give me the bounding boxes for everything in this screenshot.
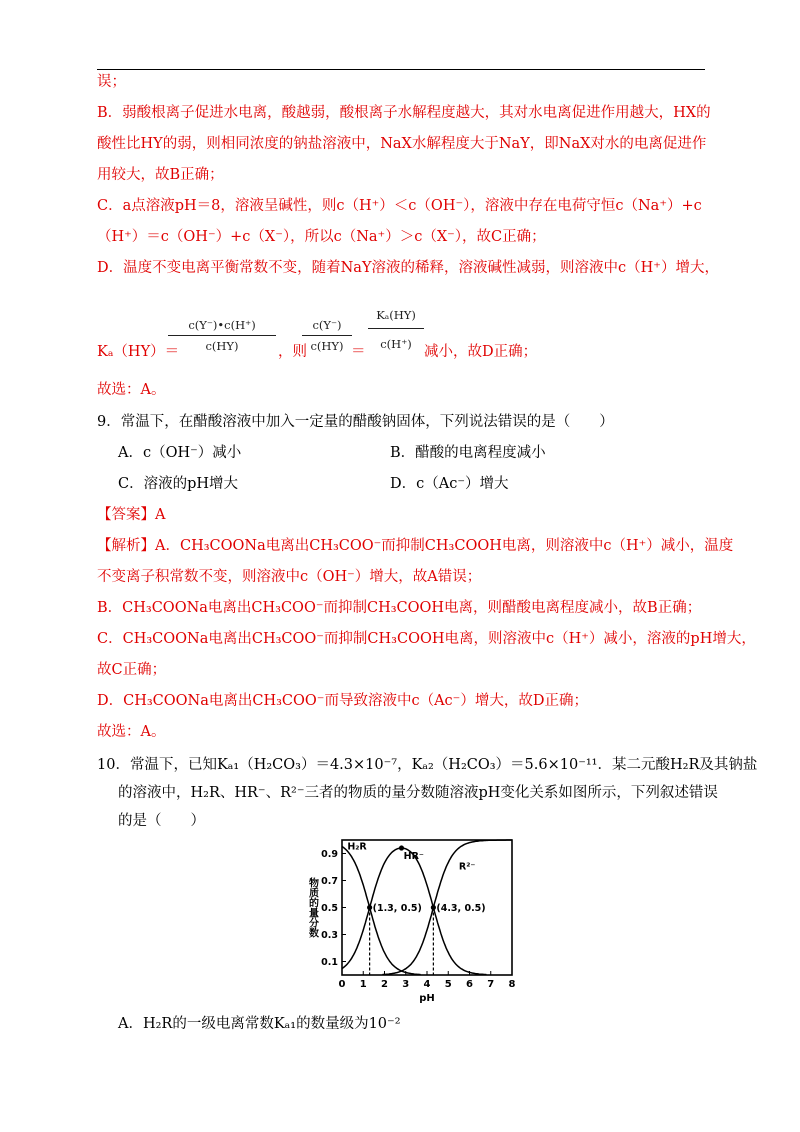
text-line: 故选：A。 <box>97 382 166 398</box>
x-tick-label: 8 <box>508 979 516 990</box>
option-d: D．c（Ac⁻）增大 <box>390 476 509 492</box>
header-rule <box>97 69 705 70</box>
series-label: R²⁻ <box>458 861 476 873</box>
x-tick-label: 7 <box>487 979 495 990</box>
explanation-line: B．CH₃COONa电离出CH₃COO⁻而抑制CH₃COOH电离，则醋酸电离程度减小，故B正确； <box>97 600 702 616</box>
text-line: 误； <box>97 74 126 90</box>
x-tick-label: 3 <box>402 979 410 990</box>
x-tick-label: 4 <box>423 979 431 990</box>
text-line: （H⁺）＝c（OH⁻）+c（X⁻），所以c（Na⁺）＞c（X⁻），故C正确； <box>97 229 546 245</box>
fraction-bar <box>302 335 352 336</box>
question-10-line: 的是（ ） <box>118 813 205 829</box>
fraction-bar <box>168 335 276 336</box>
series-label: H₂R <box>347 841 367 853</box>
y-axis-label: 物质的量分数 <box>306 877 318 938</box>
option-a: A．H₂R的一级电离常数Kₐ₁的数量级为10⁻² <box>118 1016 401 1032</box>
answer-label: 【答案】A <box>97 507 166 523</box>
point-annotation: (4.3, 0.5) <box>436 903 486 914</box>
x-axis-label: pH <box>419 993 435 1004</box>
distribution-chart <box>300 832 540 1012</box>
fraction-bar <box>368 328 424 329</box>
series-label: HR⁻ <box>403 850 424 862</box>
fraction-denominator: c(H⁺) <box>380 337 412 351</box>
equals-sign: ＝ <box>351 344 366 360</box>
x-tick-label: 0 <box>338 979 346 990</box>
x-tick-label: 6 <box>466 979 473 990</box>
text-line: B．弱酸根离子促进水电离，酸越弱，酸根离子水解程度越大，其对水电离促进作用越大，HX的 <box>97 105 711 121</box>
text-line: 用较大，故B正确； <box>97 167 224 183</box>
text-then: ，则 <box>278 344 307 360</box>
option-c: C．溶液的pH增大 <box>118 476 239 492</box>
x-tick-label: 1 <box>359 979 367 990</box>
text-line: D．温度不变电离平衡常数不变，随着NaY溶液的稀释，溶液碱性减弱，则溶液中c（H⁺）增大， <box>97 260 719 276</box>
y-tick-label: 0.9 <box>321 849 338 860</box>
y-tick-label: 0.3 <box>321 930 338 941</box>
option-a: A．c（OH⁻）减小 <box>118 445 242 461</box>
fraction-numerator: c(Y⁻) <box>312 318 342 332</box>
option-b: B．醋酸的电离程度减小 <box>390 445 546 461</box>
fraction-denominator: c(HY) <box>310 339 344 353</box>
y-tick-label: 0.5 <box>321 903 338 914</box>
fraction-denominator: c(HY) <box>205 339 239 353</box>
crossing-point <box>431 905 436 910</box>
peak-point <box>399 845 404 850</box>
explanation-line: 故选：A。 <box>97 724 166 740</box>
text-line: C．a点溶液pH＝8，溶液呈碱性，则c（H⁺）＜c（OH⁻），溶液中存在电荷守恒c（Na⁺）+c <box>97 198 702 214</box>
x-tick-label: 2 <box>381 979 388 990</box>
explanation-line: 故C正确； <box>97 662 167 678</box>
ka-label: Kₐ（HY）＝ <box>97 344 180 360</box>
question-9: 9．常温下，在醋酸溶液中加入一定量的醋酸钠固体，下列说法错误的是（ ） <box>97 414 614 430</box>
y-tick-label: 0.7 <box>321 876 338 887</box>
question-10-line: 的溶液中，H₂R、HR⁻、R²⁻三者的物质的量分数随溶液pH变化关系如图所示，下列叙述错误 <box>118 785 718 801</box>
crossing-point <box>367 905 372 910</box>
explanation-line: D．CH₃COONa电离出CH₃COO⁻而导致溶液中c（Ac⁻）增大，故D正确； <box>97 693 588 709</box>
x-tick-label: 5 <box>444 979 452 990</box>
question-10: 10．常温下，已知Kₐ₁（H₂CO₃）＝4.3×10⁻⁷，Kₐ₂（H₂CO₃）＝5.6×10⁻¹¹．某二元酸H₂R及其钠盐 <box>97 757 758 773</box>
fraction-numerator: Kₐ(HY) <box>376 308 416 322</box>
fraction-numerator: c(Y⁻)•c(H⁺) <box>188 318 256 332</box>
point-annotation: (1.3, 0.5) <box>372 903 422 914</box>
explanation-line: 【解析】A．CH₃COONa电离出CH₃COO⁻而抑制CH₃COOH电离，则溶液中c（H⁺）减小，温度 <box>97 538 734 554</box>
text-line: 酸性比HY的弱，则相同浓度的钠盐溶液中，NaX水解程度大于NaY，即NaX对水的电离促进作 <box>97 136 707 152</box>
text-line: 减小，故D正确； <box>424 344 538 360</box>
y-tick-label: 0.1 <box>321 957 338 968</box>
explanation-line: 不变离子积常数不变，则溶液中c（OH⁻）增大，故A错误； <box>97 569 482 585</box>
explanation-line: C．CH₃COONa电离出CH₃COO⁻而抑制CH₃COOH电离，则溶液中c（H⁺）减小，溶液的pH增大， <box>97 631 756 647</box>
